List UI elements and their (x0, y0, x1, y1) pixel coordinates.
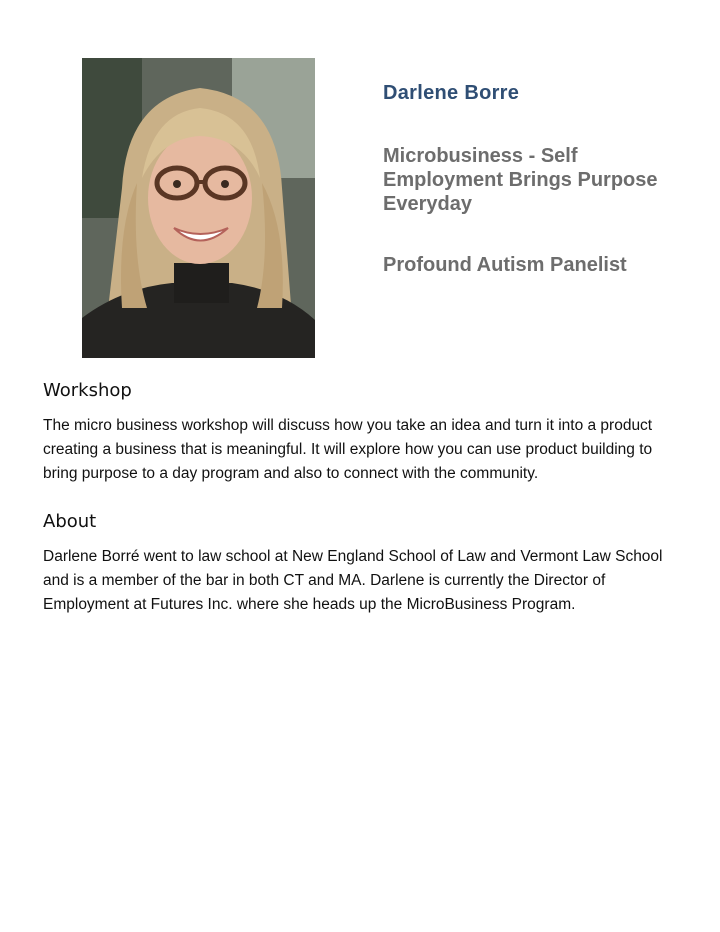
about-heading: About (43, 511, 97, 532)
workshop-heading: Workshop (43, 380, 132, 401)
session-title: Microbusiness - Self Employment Brings Purpose Everyday (383, 145, 658, 215)
workshop-description: The micro business workshop will discuss how you take an idea and turn it into a product creating a business that is meaningful. It will explore how you can use product building to bring purpose to a day program and also to connect with the community. (43, 417, 653, 482)
speaker-name: Darlene Borre (383, 82, 520, 104)
about-description: Darlene Borré went to law school at New England School of Law and Vermont Law School and is a member of the bar in both CT and MA. Darlene is currently the Director of Employment at Futures Inc. where she heads up the MicroBusiness Program. (43, 548, 663, 613)
speaker-photo (82, 58, 315, 358)
speaker-role: Profound Autism Panelist (383, 254, 627, 276)
